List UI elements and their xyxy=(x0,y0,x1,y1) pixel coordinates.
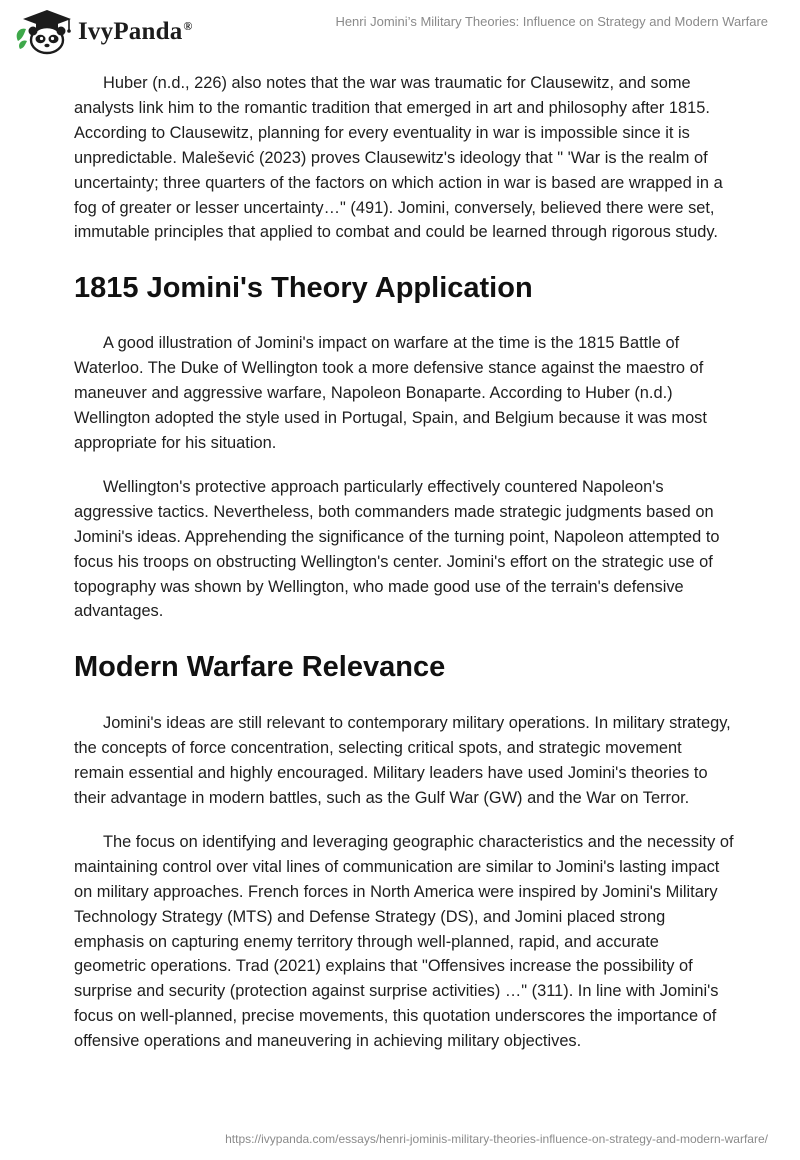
section-heading: 1815 Jomini's Theory Application xyxy=(74,272,533,305)
essay-body xyxy=(74,71,734,1054)
paragraph: Jomini's ideas are still relevant to contemporary military operations. In military strategy, the concepts of force concentration, selecting critical spots, and strategic movement remain essential and highly encouraged. Military leaders have used Jomini's theories to their advantage in modern battles, such as the Gulf War (GW) and the War on Terror. xyxy=(74,714,731,808)
page-header xyxy=(0,0,800,60)
paragraph: The focus on identifying and leveraging geographic characteristics and the necessity of maintaining control over vital lines of communication are similar to Jomini's lasting impact on military approaches. French forces in North America were inspired by Jomini's Military Technology Strategy (MTS) and Defense Strategy (DS), and Jomini placed strong emphasis on capturing enemy territory through well-planned, rapid, and accurate geometric operations. Trad (2021) explains that "Offensives increase the possibility of surprise and security (protection against surprise activities) …" (311). In line with Jomini's focus on well-planned, precise movements, this quotation underscores the importance of offensive operations and maneuvering in achieving military objectives. xyxy=(74,832,734,1051)
paragraph: Wellington's protective approach particularly effectively countered Napoleon's aggressive tactics. Nevertheless, both commanders made strategic judgments based on Jomini's ideas. Apprehending the significance of the turning point, Napoleon attempted to focus his troops on obstructing Wellington's center. Jomini's effort on the strategic use of topography was shown by Wellington, who made good use of the terrain's defensive advantages. xyxy=(74,477,720,621)
paragraph: A good illustration of Jomini's impact on warfare at the time is the 1815 Battle of Waterloo. The Duke of Wellington took a more defensive stance against the maestro of maneuver and aggressive warfare, Napoleon Bonaparte. According to Huber (n.d.) Wellington adopted the style used in Portugal, Spain, and Belgium because it was most appropriate for his situation. xyxy=(74,334,707,452)
panda-graduation-cap-icon xyxy=(14,8,76,56)
document-title: Henri Jomini’s Military Theories: Influence on Strategy and Modern Warfare xyxy=(335,14,768,29)
section-heading: Modern Warfare Relevance xyxy=(74,651,446,684)
ivypanda-logo[interactable] xyxy=(14,8,193,56)
logo-wordmark: IvyPanda® xyxy=(78,18,193,45)
paragraph: Huber (n.d., 226) also notes that the war was traumatic for Clausewitz, and some analysts link him to the romantic tradition that emerged in art and philosophy after 1815. According to Clausewitz, planning for every eventuality in war is impossible since it is unpredictable. Malešević (2023) proves Clausewitz's ideology that " 'War is the realm of uncertainty; three quarters of the factors on which action in war is based are wrapped in a fog of greater or lesser uncertainty…" (491). Jomini, conversely, believed there were set, immutable principles that applied to combat and could be learned through rigorous study. xyxy=(74,74,723,242)
source-url[interactable]: https://ivypanda.com/essays/henri-jominis-military-theories-influence-on-strategy-and-modern-warfare/ xyxy=(225,1132,768,1146)
